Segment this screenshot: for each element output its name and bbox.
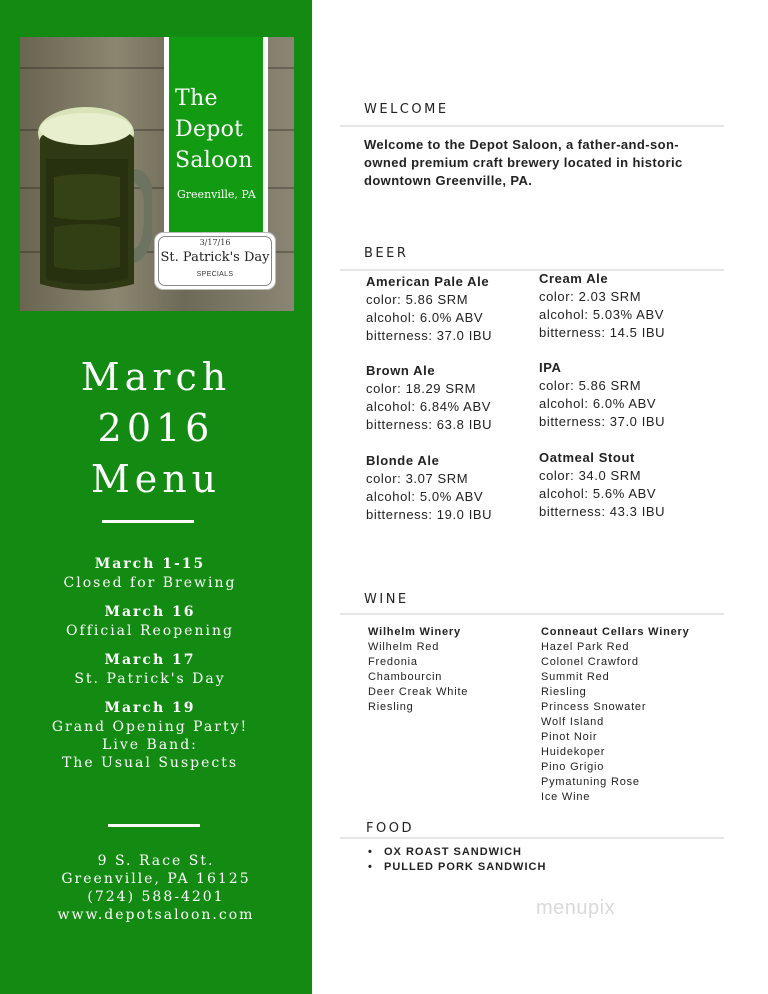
wine-item: Riesling [368,701,414,713]
beer-color: color: 18.29 SRM [366,381,477,396]
beer-bitterness: bitterness: 19.0 IBU [366,507,493,522]
beer-item [539,270,665,342]
event-description: Live Band: [102,737,198,753]
beer-item [539,359,665,431]
event-item [0,555,300,592]
food-item: • OX ROAST SANDWICH [368,845,546,860]
beer-color: color: 5.86 SRM [366,292,469,307]
beer-alcohol: alcohol: 5.03% ABV [539,307,664,322]
beer-name: Cream Ale [539,271,609,286]
wine-item: Ice Wine [541,791,591,803]
beer-bitterness: bitterness: 43.3 IBU [539,504,666,519]
food-list [368,845,546,875]
beer-bitterness: bitterness: 63.8 IBU [366,417,493,432]
food-heading: FOOD [366,821,414,836]
wine-item: Pymatuning Rose [541,776,640,788]
menu-title-line: March [80,355,232,399]
wine-producer-list [368,625,468,715]
beer-item [366,452,492,524]
beer-item [366,273,492,345]
beer-alcohol: alcohol: 5.6% ABV [539,486,657,501]
wine-item: Pinot Noir [541,731,598,743]
beer-alcohol: alcohol: 6.0% ABV [539,396,657,411]
menu-title-line: 2016 [97,406,215,450]
beer-heading: BEER [364,246,409,261]
menu-title [0,352,312,505]
event-item [0,651,300,688]
phone-number: (724) 588-4201 [87,889,225,905]
hero-image [20,37,294,311]
event-description: The Usual Suspects [61,755,239,771]
wine-item: Huidekoper [541,746,606,758]
beer-color: color: 34.0 SRM [539,468,642,483]
wine-item: Wilhelm Red [368,641,440,653]
brand-name: The Depot Saloon [175,86,253,173]
beer-name: Brown Ale [366,363,436,378]
beer-name: Blonde Ale [366,453,440,468]
beer-alcohol: alcohol: 5.0% ABV [366,489,484,504]
brand-location: Greenville, PA [177,188,256,201]
event-date: March 19 [104,700,196,716]
beer-item [366,362,492,434]
beer-alcohol: alcohol: 6.0% ABV [366,310,484,325]
event-date: March 16 [104,604,196,620]
section-divider [340,613,724,615]
address-city: Greenville, PA 16125 [61,871,251,887]
event-item [0,603,300,640]
beer-color: color: 2.03 SRM [539,289,642,304]
event-date: March 17 [104,652,196,668]
beer-name: American Pale Ale [366,274,490,289]
beer-alcohol: alcohol: 6.84% ABV [366,399,491,414]
watermark-logo: menupix [536,897,616,919]
section-divider [340,269,724,271]
wine-item: Deer Creak White [368,686,469,698]
beer-color: color: 3.07 SRM [366,471,469,486]
event-date: March 1-15 [94,556,206,572]
divider [102,520,194,523]
wine-item: Pino Grigio [541,761,605,773]
beer-item [539,449,665,521]
divider [108,824,200,827]
badge-date: 3/17/16 [199,238,231,247]
event-description: Closed for Brewing [63,575,237,591]
menu-title-line: Menu [90,457,222,501]
beer-mug-illustration [34,99,152,297]
event-description: Grand Opening Party! [51,719,249,735]
wine-producer: Wilhelm Winery [368,626,461,638]
wine-item: Wolf Island [541,716,605,728]
beer-name: IPA [539,360,562,375]
section-divider [340,837,724,839]
specials-badge [154,232,276,290]
event-description: St. Patrick's Day [74,671,226,687]
badge-subtitle: SPECIALS [196,271,234,278]
wine-item: Colonel Crawford [541,656,639,668]
wine-item: Fredonia [368,656,418,668]
wine-item: Chambourcin [368,671,443,683]
welcome-text: Welcome to the Depot Saloon, a father-and-son-owned premium craft brewery located in historic downtown Greenville, PA. [364,137,683,188]
wine-heading: WINE [364,592,409,607]
wine-item: Summit Red [541,671,610,683]
wine-item: Hazel Park Red [541,641,630,653]
contact-info [0,852,312,924]
wine-producer: Conneaut Cellars Winery [541,626,690,638]
event-description: Official Reopening [66,623,234,639]
beer-bitterness: bitterness: 14.5 IBU [539,325,666,340]
badge-title: St. Patrick's Day [160,250,270,265]
event-item [0,699,300,772]
beer-name: Oatmeal Stout [539,450,635,465]
address-street: 9 S. Race St. [97,853,215,869]
website-link[interactable]: www.depotsaloon.com [57,907,255,923]
brand-banner [164,37,268,235]
section-divider [340,125,724,127]
food-item: • PULLED PORK SANDWICH [368,860,546,875]
beer-color: color: 5.86 SRM [539,378,642,393]
wine-item: Princess Snowater [541,701,647,713]
wine-item: Riesling [541,686,587,698]
sidebar-panel [0,0,312,994]
beer-bitterness: bitterness: 37.0 IBU [539,414,666,429]
beer-bitterness: bitterness: 37.0 IBU [366,328,493,343]
welcome-heading: WELCOME [364,102,449,117]
events-list [0,555,300,783]
wine-producer-list [541,625,690,805]
